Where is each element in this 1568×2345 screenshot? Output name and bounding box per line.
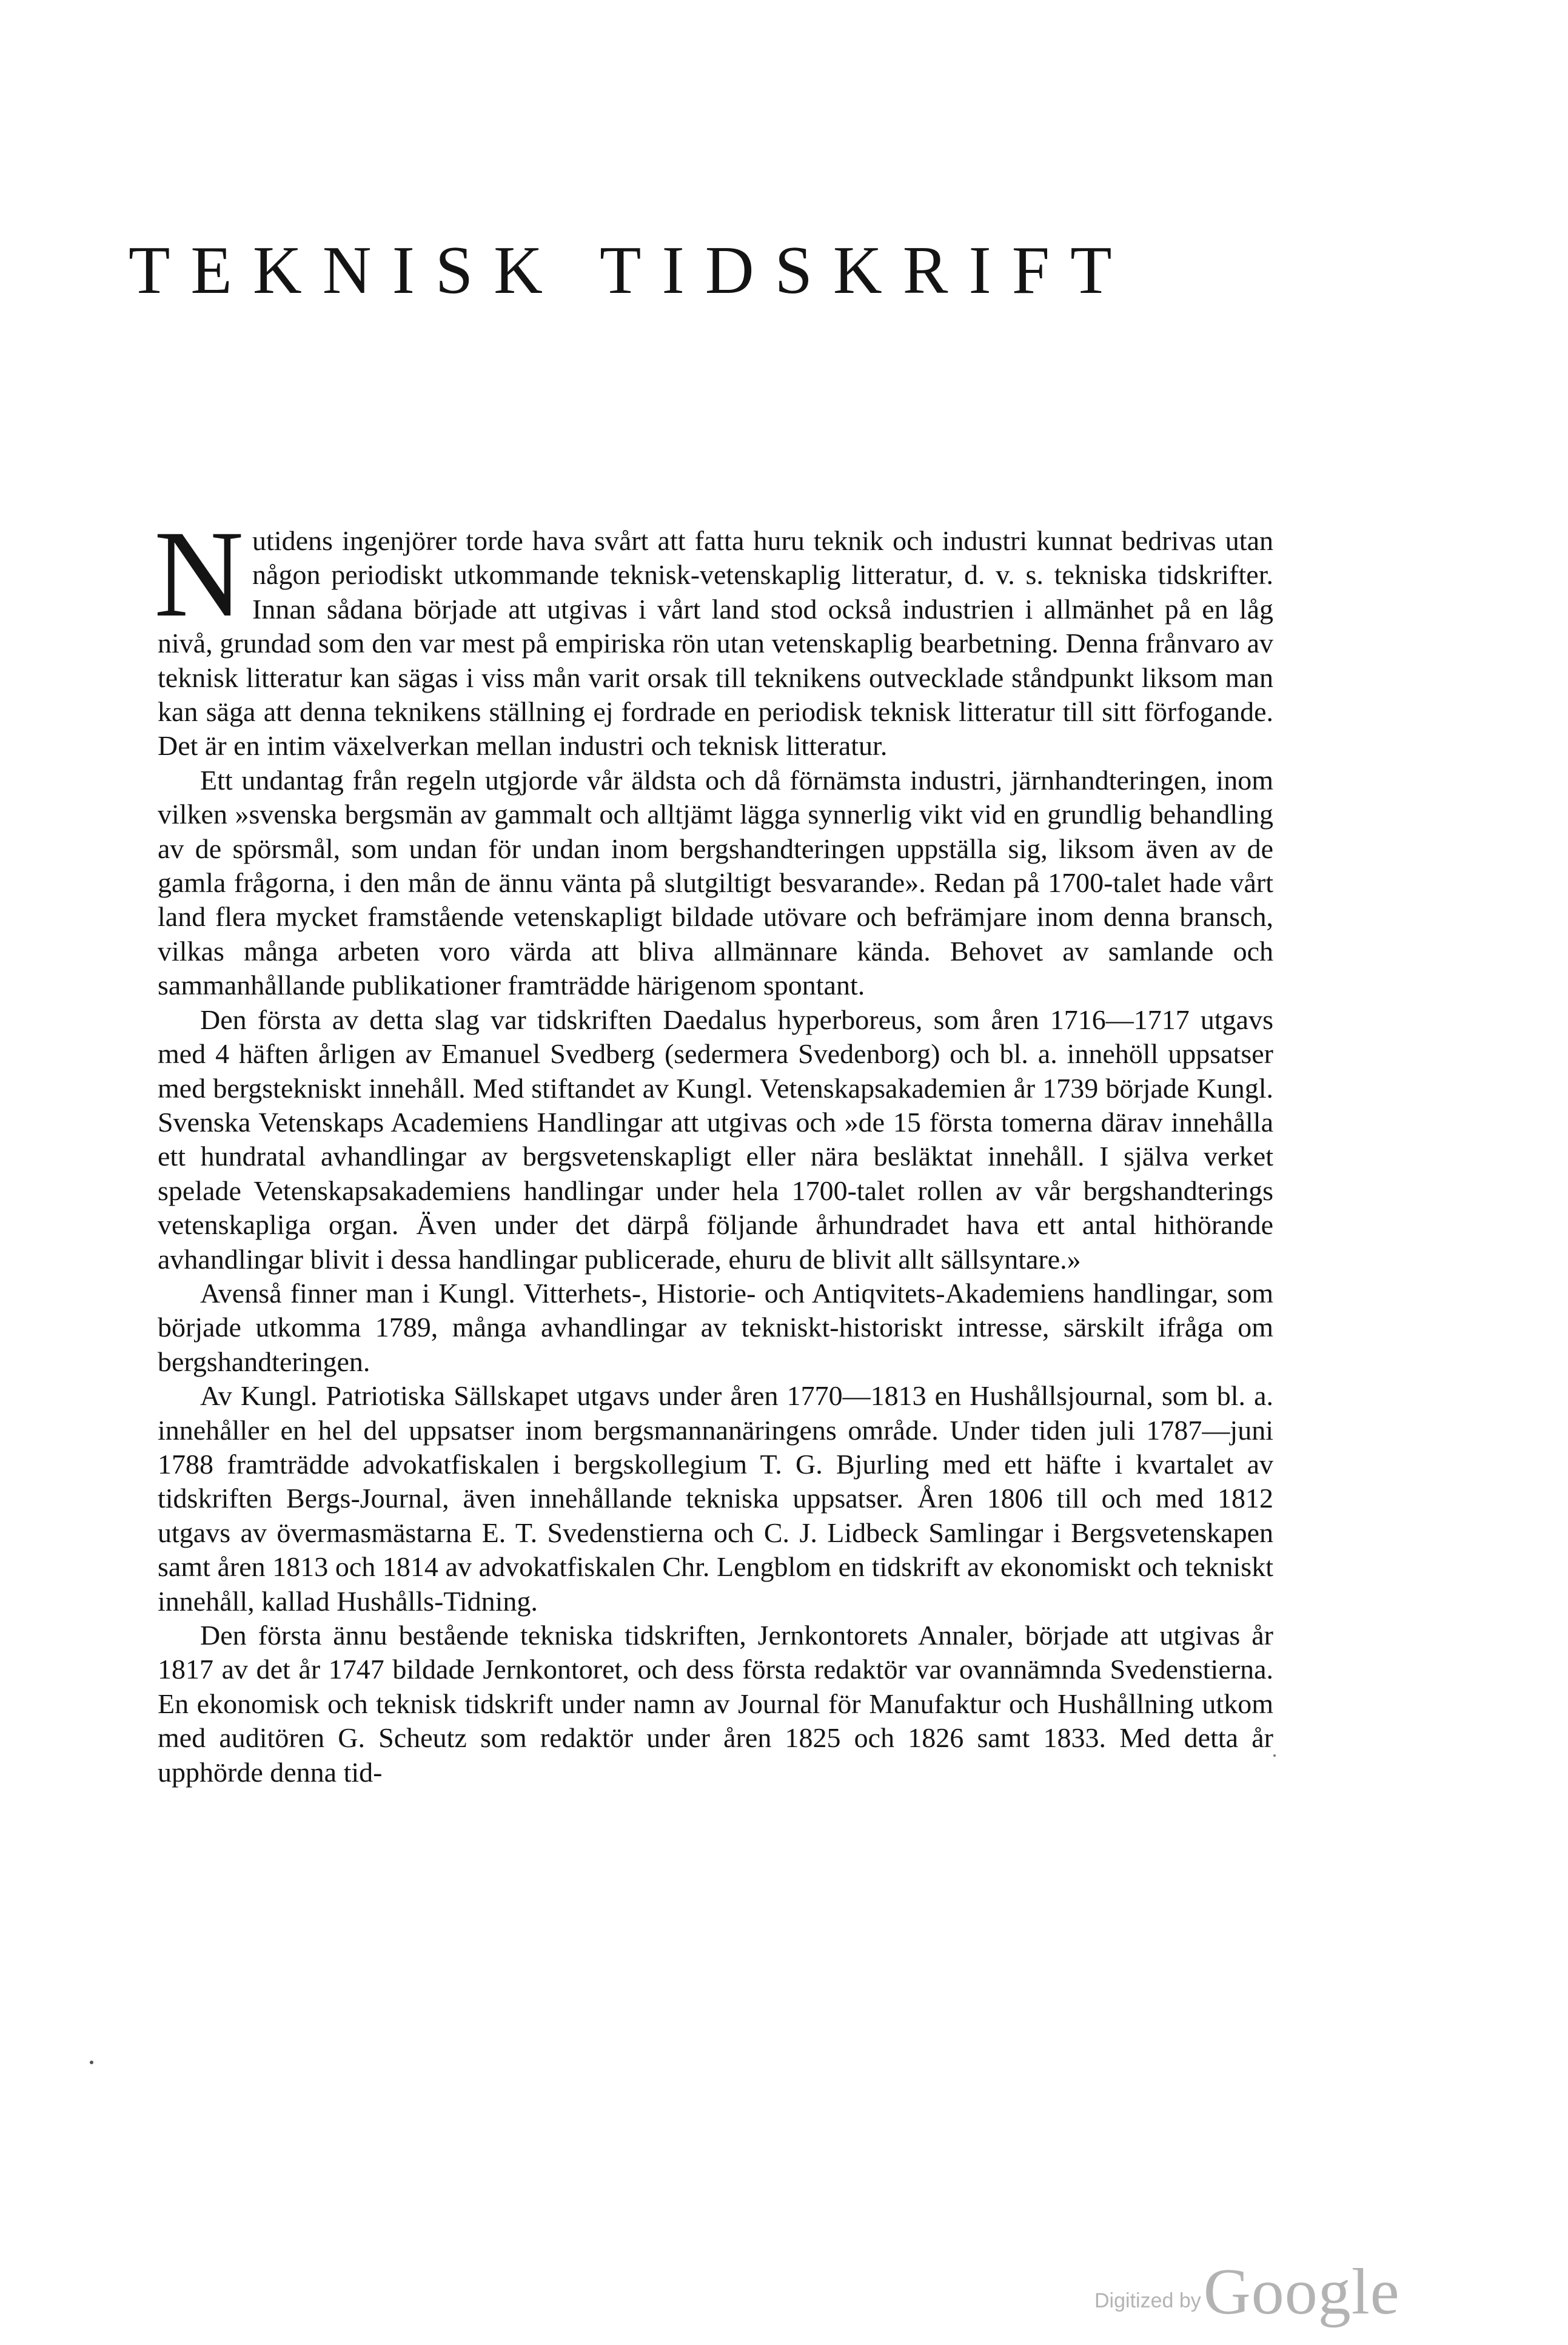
watermark-prefix: Digitized by xyxy=(1094,2289,1201,2312)
watermark-brand: Google xyxy=(1203,2256,1400,2328)
speck-mark xyxy=(1273,1754,1276,1757)
paragraph-4: Avenså finner man i Kungl. Vitterhets‑, Historie‑ och Antiqvitets‑Akademiens handlingar, som började utkomma 1789, många avhandlingar av tekniskt‑historiskt intresse, särskilt ifråga om bergshandteringen. xyxy=(158,1277,1273,1377)
page-title: TEKNISK TIDSKRIFT xyxy=(129,233,1133,308)
drop-cap: N xyxy=(154,505,244,643)
paragraph-1-text: utidens ingenjörer torde hava svårt att fatta huru teknik och industri kunnat bedrivas utan någon periodiskt utkommande teknisk‑vetenskaplig litteratur, d. v. s. tekniska tidskrifter. Innan sådana började att utgivas i vårt land stod också industrien i allmänhet på en låg nivå, grundad som den var mest på empiriska rön utan vetenskaplig bearbetning. Denna frånvaro av teknisk litteratur kan sägas i viss mån varit orsak till teknikens outvecklade ståndpunkt liksom man kan säga att denna teknikens ställning ej fordrade en periodisk teknisk litteratur till sitt förfogande. Det är en intim växelverkan mellan industri och teknisk litteratur. xyxy=(158,525,1273,762)
paragraph-3: Den första av detta slag var tidskriften Daedalus hyperboreus, som åren 1716—1717 utgavs med 4 häften årligen av Emanuel Svedberg (sedermera Svedenborg) och bl. a. innehöll uppsatser med bergstekniskt innehåll. Med stiftandet av Kungl. Vetenskapsakademien år 1739 började Kungl. Svenska Vetenskaps Academiens Handlingar att utgivas och »de 15 första tomerna därav innehålla ett hundratal avhandlingar av bergsvetenskapligt eller nära besläktat innehåll. I själva verket spelade Vetenskapsakademiens handlingar under hela 1700‑talet rollen av vår bergshandterings vetenskapliga organ. Även under det därpå följande århundradet hava ett antal hithörande avhandlingar blivit i dessa handlingar publicerade, ehuru de blivit allt sällsyntare.» xyxy=(158,1004,1273,1275)
paragraph-5: Av Kungl. Patriotiska Sällskapet utgavs under åren 1770—1813 en Hushållsjournal, som bl. a. innehåller en hel del uppsatser inom bergsmannanäringens område. Under tiden juli 1787—juni 1788 framträdde advokatfiskalen i bergskollegium T. G. Bjurling med ett häfte i kvartalet av tidskriften Bergs‑Journal, även innehållande tekniska uppsatser. Åren 1806 till och med 1812 utgavs av övermasmästarna E. T. Svedenstierna och C. J. Lidbeck Samlingar i Bergsvetenskapen samt åren 1813 och 1814 av advokatfiskalen Chr. Lengblom en tidskrift av ekonomiskt och tekniskt innehåll, kallad Hushålls‑Tidning. xyxy=(158,1380,1273,1617)
margin-mark xyxy=(90,2061,93,2064)
paragraph-1 xyxy=(154,505,1273,763)
paragraph-6: Den första ännu bestående tekniska tidskriften, Jernkontorets Annaler, började att utgivas år 1817 av det år 1747 bildade Jernkontoret, och dess första redaktör var ovannämnda Svedenstierna. En ekonomisk och teknisk tidskrift under namn av Journal för Manufaktur och Hushållning utkom med auditören G. Scheutz som redaktör under åren 1825 och 1826 samt 1833. Med detta år upphörde denna tid‑ xyxy=(158,1620,1273,1788)
body-text xyxy=(154,505,1273,1790)
paragraph-2: Ett undantag från regeln utgjorde vår äldsta och då förnämsta industri, järnhandteringen, inom vilken »svenska bergsmän av gammalt och alltjämt lägga synnerlig vikt vid en grundlig behandling av de spörsmål, som undan för undan inom bergshandteringen uppställa sig, liksom även av de gamla frågorna, i den mån de ännu vänta på slutgiltigt besvarande». Redan på 1700‑talet hade vårt land flera mycket framstående vetenskapligt bildade utövare och befrämjare inom denna bransch, vilkas många arbeten voro värda att bliva allmännare kända. Behovet av samlande och sammanhållande publikationer framträdde härigenom spontant. xyxy=(158,764,1273,1001)
digitized-watermark xyxy=(1094,2255,1422,2328)
